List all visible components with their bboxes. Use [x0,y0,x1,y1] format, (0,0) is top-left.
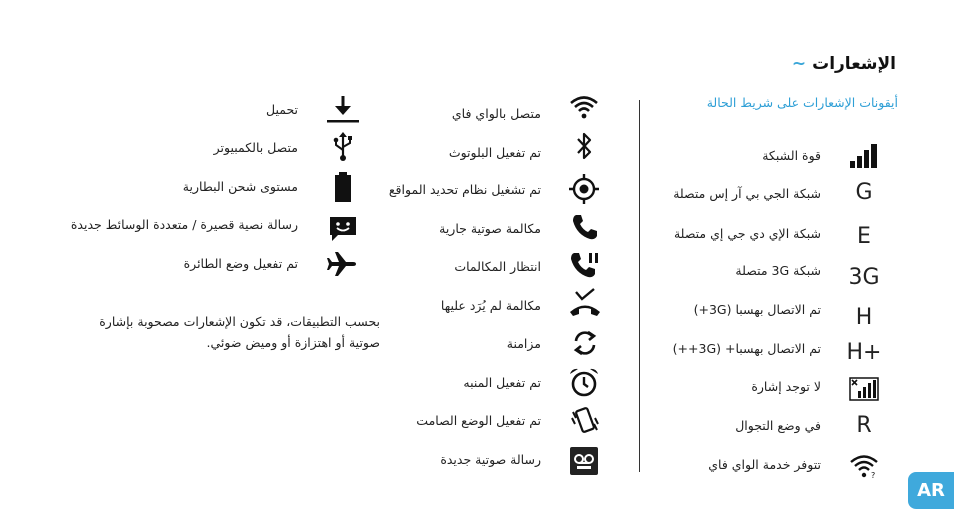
label-wifi-connected: متصل بالواي فاي [451,106,541,121]
label-hspa: تم الاتصال بهسبا (3G+) [693,302,821,317]
label-silent-mode: تم تفعيل الوضع الصامت [416,413,541,428]
label-call-waiting: انتظار المكالمات [454,259,541,274]
svg-text:?: ? [871,471,876,479]
sms-icon [328,215,358,243]
signal-strength-icon [848,143,880,169]
vibrate-icon [570,404,600,438]
wifi-icon [568,94,600,120]
hspa-plus-icon: H+ [846,340,882,365]
edge-icon: E [857,224,871,249]
label-battery: مستوى شحن البطارية [182,179,298,194]
label-alarm: تم تفعيل المنبه [463,375,541,390]
page-title-text: الإشعارات [812,54,896,74]
missed-call-icon [568,288,602,318]
label-hspa-plus: تم الاتصال بهسبا+ (3G++) [672,341,821,356]
call-waiting-icon [570,250,600,280]
label-3g: شبكة 3G متصلة [735,263,821,278]
notification-alert-note: بحسب التطبيقات، قد تكون الإشعارات مصحوبة بإشارة صوتية أو اهتزازة أو وميض ضوئي. [99,314,380,350]
label-bluetooth: تم تفعيل البلوتوث [448,145,541,160]
label-signal-strength: قوة الشبكة [762,148,821,163]
label-sync: مزامنة [506,336,541,351]
gprs-icon: G [855,180,873,205]
usb-icon [330,130,356,162]
column-divider [639,100,640,472]
download-icon [326,94,360,124]
label-download: تحميل [265,102,298,117]
label-sms: رسالة نصية قصيرة / متعددة الوسائط جديدة [70,217,298,232]
status-bar-icons-heading: أيقونات الإشعارات على شريط الحالة [706,95,898,110]
sync-icon [570,328,600,358]
bluetooth-icon [572,130,596,162]
label-roaming: في وضع التجوال [735,418,821,433]
3g-icon: 3G [848,265,880,290]
roaming-icon: R [856,413,872,438]
hspa-icon: H [855,305,873,330]
label-usb-connected: متصل بالكمبيوتر [213,140,298,155]
no-signal-icon [848,376,880,402]
label-no-signal: لا توجد إشارة [751,379,821,394]
voicemail-icon [570,447,598,475]
gps-icon [568,173,600,205]
page-title [792,54,896,74]
phone-call-icon [570,212,600,242]
wifi-available-icon [848,452,880,480]
label-wifi-available: تتوفر خدمة الواي فاي [708,457,821,472]
alarm-icon [568,366,600,398]
title-marker: ~ [791,54,807,74]
battery-icon [332,171,354,203]
language-badge: AR [908,472,954,509]
label-call-in-progress: مكالمة صوتية جارية [439,221,541,236]
label-voicemail: رسالة صوتية جديدة [440,452,541,467]
label-airplane: تم تفعيل وضع الطائرة [183,256,298,271]
label-missed-call: مكالمة لم يُرَد عليها [440,298,541,313]
label-gprs: شبكة الجي بي آر إس متصلة [673,186,821,201]
label-gps: تم تشغيل نظام تحديد المواقع [388,182,541,197]
airplane-icon [326,250,358,278]
label-edge: شبكة الإي دي جي إي متصلة [673,226,821,241]
